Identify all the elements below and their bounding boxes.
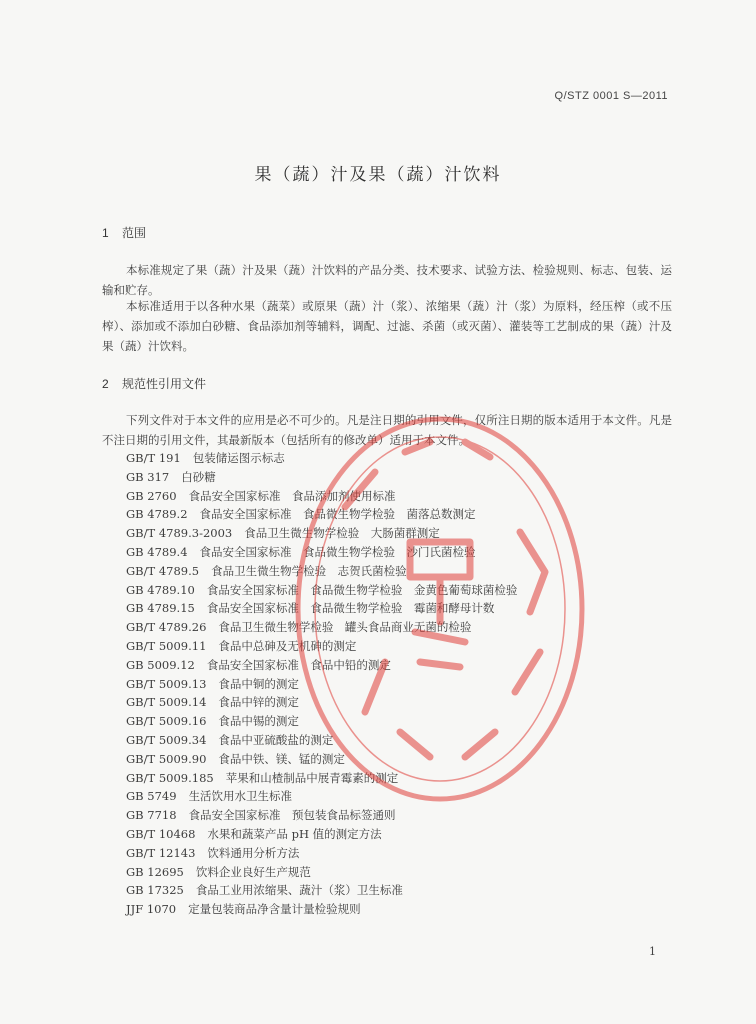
section-2-heading [102, 375, 206, 392]
reference-title: 包装储运图示标志 [192, 451, 285, 465]
reference-title: 食品中总砷及无机砷的测定 [218, 638, 357, 653]
reference-code: GB/T 5009.13 [126, 676, 207, 691]
reference-item [126, 468, 517, 487]
reference-title: 苹果和山楂制品中展青霉素的测定 [225, 770, 399, 785]
reference-code: GB/T 5009.16 [126, 714, 207, 729]
reference-title: 食品安全国家标准 食品微生物学检验 霉菌和酵母计数 [206, 601, 495, 616]
reference-item [126, 863, 517, 882]
reference-item [126, 693, 517, 712]
reference-title: 食品卫生微生物学检验 大肠菌群测定 [244, 526, 440, 541]
section-1-heading [102, 224, 146, 241]
reference-code: GB 4789.2 [126, 507, 188, 522]
document-title: 果（蔬）汁及果（蔬）汁饮料 [254, 165, 502, 185]
reference-item [126, 844, 517, 863]
reference-code: GB/T 191 [126, 451, 181, 465]
reference-item [126, 825, 517, 844]
reference-code: GB/T 5009.11 [126, 638, 207, 653]
page-number: 1 [649, 945, 656, 958]
section-1-number: 1 [102, 226, 109, 240]
reference-title: 食品安全国家标准 预包装食品标签通则 [188, 808, 396, 823]
reference-list [126, 449, 517, 919]
reference-item [126, 769, 517, 788]
reference-code: GB/T 12143 [126, 845, 196, 860]
reference-title: 食品安全国家标准 食品微生物学检验 沙门氏菌检验 [199, 544, 476, 559]
reference-item [126, 581, 517, 600]
reference-item [126, 881, 517, 900]
reference-code: GB/T 5009.185 [126, 770, 214, 785]
reference-title: 食品中亚硫酸盐的测定 [218, 732, 334, 747]
reference-code: GB 5009.12 [126, 657, 195, 672]
section-2-intro: 下列文件对于本文件的应用是必不可少的。凡是注日期的引用文件，仅所注日期的版本适用于本文件。凡是不注日期的引用文件，其最新版本（包括所有的修改单）适用于本文件。 [102, 413, 672, 447]
section-2-title: 规范性引用文件 [122, 377, 207, 391]
reference-title: 饮料通用分析方法 [207, 845, 300, 860]
reference-code: GB/T 10468 [126, 826, 196, 841]
reference-code: GB/T 5009.34 [126, 732, 207, 747]
reference-code: GB 4789.10 [126, 582, 195, 597]
reference-item [126, 675, 517, 694]
reference-code: GB 2760 [126, 488, 177, 503]
reference-code: GB/T 4789.3-2003 [126, 526, 233, 541]
reference-item [126, 750, 517, 769]
reference-code: GB/T 4789.26 [126, 620, 207, 635]
reference-item [126, 449, 517, 468]
reference-item [126, 487, 517, 506]
reference-title: 水果和蔬菜产品 pH 值的测定方法 [207, 826, 382, 841]
reference-item [126, 712, 517, 731]
reference-code: GB 4789.15 [126, 601, 195, 616]
reference-code: GB/T 4789.5 [126, 563, 200, 578]
reference-title: 食品中锌的测定 [218, 695, 299, 710]
reference-title: 白砂糖 [181, 469, 216, 484]
reference-title: 食品卫生微生物学检验 罐头食品商业无菌的检验 [218, 620, 472, 635]
reference-title: 食品中锡的测定 [218, 714, 299, 729]
reference-title: 饮料企业良好生产规范 [195, 864, 311, 879]
section-1-paragraph-2: 本标准适用于以各种水果（蔬菜）或原果（蔬）汁（浆）、浓缩果（蔬）汁（浆）为原料，经压榨（或不压榨）、添加或不添加白砂糖、食品添加剂等辅料，调配、过滤、杀菌（或灭菌）、灌装等工艺制成的果（蔬）汁及果（蔬）汁饮料。 [102, 299, 672, 353]
reference-code: GB/T 5009.14 [126, 695, 207, 710]
reference-item [126, 599, 517, 618]
reference-item [126, 806, 517, 825]
reference-item [126, 637, 517, 656]
reference-item [126, 562, 517, 581]
reference-code: GB 17325 [126, 883, 184, 898]
reference-title: 食品安全国家标准 食品微生物学检验 金黄色葡萄球菌检验 [206, 582, 518, 597]
doc-code: Q/STZ 0001 S—2011 [554, 90, 668, 102]
reference-item [126, 505, 517, 524]
reference-title: 生活饮用水卫生标准 [188, 789, 293, 804]
reference-code: JJF 1070 [126, 902, 177, 917]
reference-item [126, 787, 517, 806]
section-1-paragraph-1: 本标准规定了果（蔬）汁及果（蔬）汁饮料的产品分类、技术要求、试验方法、检验规则、标志、包装、运输和贮存。 [102, 263, 672, 297]
reference-title: 食品卫生微生物学检验 志贺氏菌检验 [211, 563, 407, 578]
reference-title: 定量包装商品净含量计量检验规则 [188, 902, 361, 917]
reference-code: GB 5749 [126, 789, 177, 804]
reference-item [126, 900, 517, 919]
reference-title: 食品工业用浓缩果、蔬汁（浆）卫生标准 [195, 883, 403, 898]
reference-title: 食品安全国家标准 食品添加剂使用标准 [188, 488, 396, 503]
reference-item [126, 656, 517, 675]
reference-code: GB 7718 [126, 808, 177, 823]
reference-code: GB 317 [126, 469, 170, 484]
reference-item [126, 524, 517, 543]
reference-code: GB 4789.4 [126, 544, 188, 559]
reference-item [126, 731, 517, 750]
reference-item [126, 618, 517, 637]
reference-title: 食品中铁、镁、锰的测定 [218, 751, 345, 766]
reference-title: 食品安全国家标准 食品微生物学检验 菌落总数测定 [199, 507, 476, 522]
reference-code: GB/T 5009.90 [126, 751, 207, 766]
reference-title: 食品安全国家标准 食品中铅的测定 [206, 657, 391, 672]
reference-code: GB 12695 [126, 864, 184, 879]
reference-item [126, 543, 517, 562]
reference-title: 食品中铜的测定 [218, 676, 299, 691]
section-2-number: 2 [102, 377, 109, 391]
section-1-title: 范围 [122, 226, 147, 240]
